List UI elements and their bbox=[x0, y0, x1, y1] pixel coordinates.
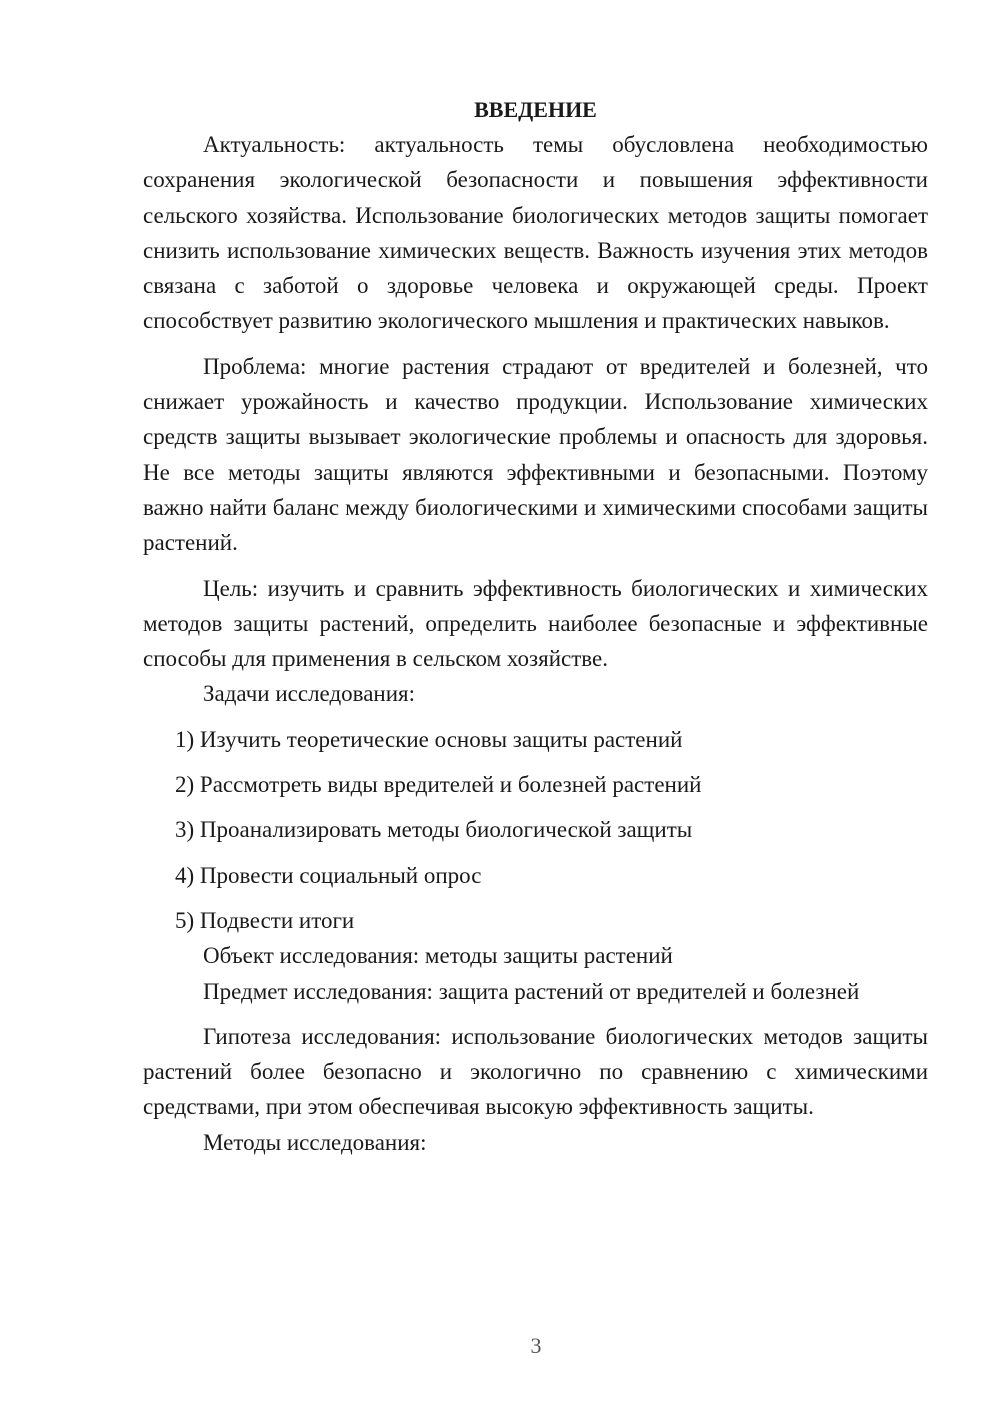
tasks-list bbox=[143, 722, 928, 938]
list-item: 5) Подвести итоги bbox=[175, 907, 355, 933]
list-item: 2) Рассмотреть виды вредителей и болезней растений bbox=[175, 772, 702, 798]
hypothesis-paragraph: Гипотеза исследования: использование биологических методов защиты растений более безопасно и экологично по сравнению с химическими средствами, при этом обеспечивая высокую эффективность защиты. bbox=[143, 1023, 928, 1120]
subject-line: Предмет исследования: защита растений от вредителей и болезней bbox=[203, 978, 860, 1004]
methods-heading: Методы исследования: bbox=[203, 1129, 427, 1155]
goal-paragraph: Цель: изучить и сравнить эффективность биологических и химических методов защиты растений, определить наиболее безопасные и эффективные способы для применения в сельском хозяйстве. bbox=[143, 575, 928, 672]
list-item: 1) Изучить теоретические основы защиты растений bbox=[175, 726, 683, 752]
problem-paragraph: Проблема: многие растения страдают от вредителей и болезней, что снижает урожайность и качество продукции. Использование химических средств защиты вызывает экологические проблемы и опасность для здоровья. Не все методы защиты являются эффективными и безопасными. Поэтому важно найти баланс между биологическими и химическими способами защиты растений. bbox=[143, 353, 928, 556]
object-line: Объект исследования: методы защиты растений bbox=[203, 943, 673, 969]
document-page bbox=[143, 92, 928, 1160]
list-item: 3) Проанализировать методы биологической защиты bbox=[175, 817, 693, 843]
relevance-paragraph: Актуальность: актуальность темы обусловлена необходимостью сохранения экологической безопасности и повышения эффективности сельского хозяйства. Использование биологических методов защиты помогает снизить использование химических веществ. Важность изучения этих методов связана с заботой о здоровье человека и окружающей среды. Проект способствует развитию экологического мышления и практических навыков. bbox=[143, 132, 928, 334]
page-number: 3 bbox=[530, 1333, 542, 1358]
document-title: ВВЕДЕНИЕ bbox=[474, 97, 597, 122]
tasks-heading: Задачи исследования: bbox=[203, 681, 416, 707]
list-item: 4) Провести социальный опрос bbox=[175, 862, 482, 888]
